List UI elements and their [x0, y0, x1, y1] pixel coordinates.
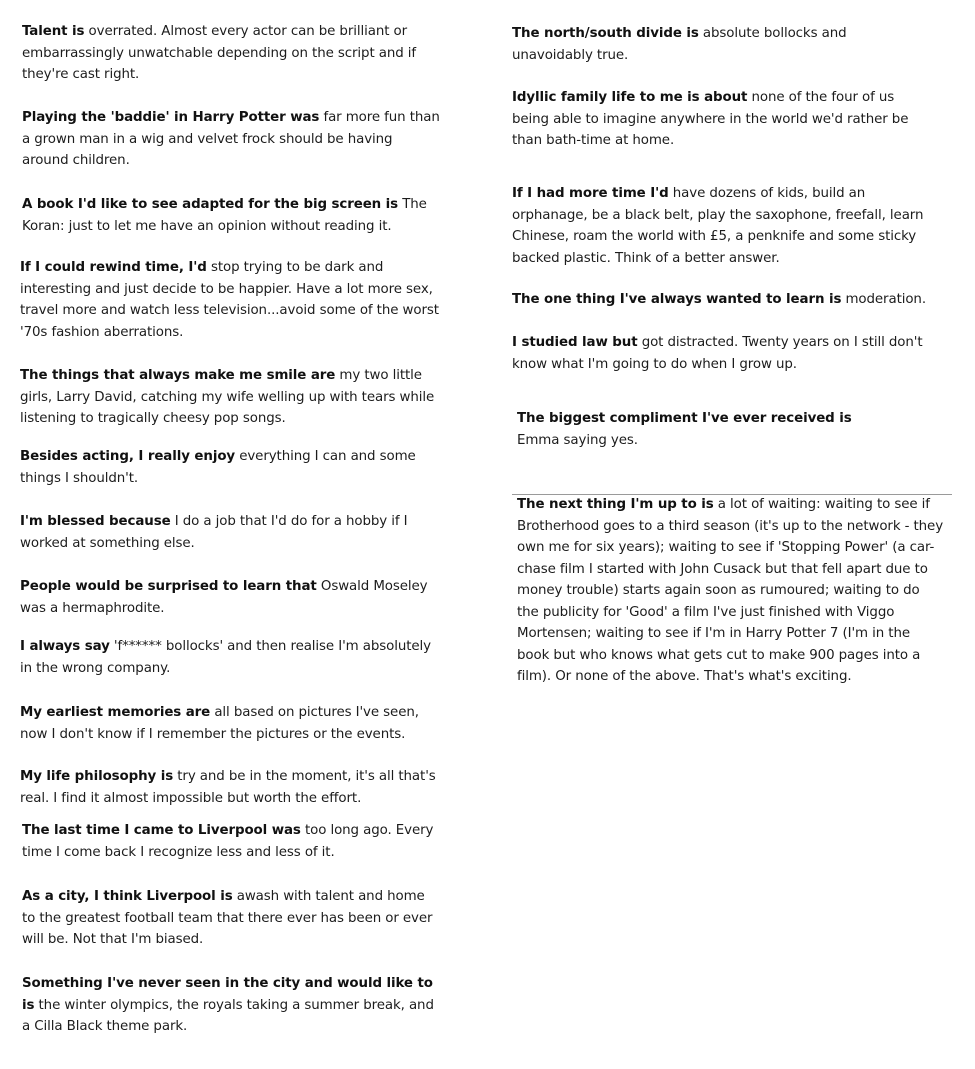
- answer-lead: My earliest memories are: [20, 705, 211, 720]
- answer-text: have dozens of kids, build an orphanage, be a black belt, play the saxophone, freefall, learn Chinese, roam the world with £5, a penknife and some sticky backed plastic. Think of a better answer.: [512, 186, 924, 266]
- answer-text: the winter olympics, the royals taking a summer break, and a Cilla Black theme park.: [22, 997, 434, 1034]
- answer-text: got distracted. Twenty years on I still don't know what I'm going to do when I grow up.: [512, 335, 923, 372]
- answer-lead: Playing the 'baddie' in Harry Potter was: [22, 110, 320, 125]
- answer-text: I do a job that I'd do for a hobby if I worked at something else.: [20, 514, 408, 551]
- answer-lead: As a city, I think Liverpool is: [22, 889, 233, 904]
- answer-philosophy: [20, 766, 440, 809]
- answer-lead: People would be surprised to learn that: [20, 579, 317, 594]
- answer-lead: If I had more time I'd: [512, 186, 669, 201]
- answer-text: try and be in the moment, it's all that's real. I find it almost impossible but worth the effort.: [20, 769, 436, 806]
- answer-city: [22, 886, 442, 951]
- answer-text: everything I can and some things I shouldn't.: [20, 449, 416, 486]
- answer-text: a lot of waiting: waiting to see if Brotherhood goes to a third season (it's up to the network - they own me for six years); waiting to see if 'Stopping Power' (a car-chase film I started with John Cusack but that fell apart due to money trouble) starts again soon as rumoured; waiting to do the publicity for 'Good' a film I've just finished with Viggo Mortensen; waiting to see if I'm in Harry Potter 7 (I'm in the book but who knows what gets cut to make 900 pages into a film). Or none of the above. That's what's exciting.: [517, 497, 944, 684]
- answer-lead: The things that always make me smile are: [20, 368, 336, 383]
- answer-north-south: [512, 23, 926, 66]
- answer-compliment: [517, 408, 877, 451]
- answer-text: Oswald Moseley was a hermaphrodite.: [20, 579, 428, 616]
- answer-enjoy: [20, 446, 440, 489]
- answer-surprised: [20, 576, 440, 619]
- answer-never-seen: [22, 973, 442, 1038]
- answer-baddie: [22, 107, 442, 172]
- answer-text: awash with talent and home to the greatest football team that there ever has been or ever will be. Not that I'm biased.: [22, 889, 433, 947]
- answer-learn: [512, 289, 926, 311]
- answer-lead: The next thing I'm up to is: [517, 497, 714, 512]
- answer-blessed: [20, 511, 440, 554]
- answer-text: far more fun than a grown man in a wig and velvet frock should be having around children.: [22, 110, 440, 168]
- answer-lead: Something I've never seen in the city and would like to is: [22, 976, 433, 1013]
- answer-lead: The last time I came to Liverpool was: [22, 823, 301, 838]
- answer-lead: Besides acting, I really enjoy: [20, 449, 236, 464]
- answer-memories: [20, 702, 440, 745]
- answer-last-time: [22, 820, 442, 863]
- answer-text: The Koran: just to let me have an opinion without reading it.: [22, 197, 427, 234]
- answer-law: [512, 332, 926, 375]
- answer-lead: Talent is: [22, 24, 85, 39]
- answer-lead: Idyllic family life to me is about: [512, 90, 748, 105]
- answer-talent: [22, 21, 442, 86]
- answer-text: none of the four of us being able to imagine anywhere in the world we'd rather be than bath-time at home.: [512, 90, 909, 148]
- answer-text: all based on pictures I've seen, now I don't know if I remember the pictures or the events.: [20, 705, 419, 742]
- answer-text: too long ago. Every time I come back I recognize less and less of it.: [22, 823, 434, 860]
- answer-lead: If I could rewind time, I'd: [20, 260, 207, 275]
- answer-lead: I'm blessed because: [20, 514, 171, 529]
- answer-text: my two little girls, Larry David, catching my wife welling up with tears while listening to tragically cheesy pop songs.: [20, 368, 435, 426]
- answer-more-time: [512, 183, 926, 269]
- answer-lead: The one thing I've always wanted to learn is: [512, 292, 842, 307]
- answer-text: absolute bollocks and unavoidably true.: [512, 26, 847, 63]
- answer-text: Emma saying yes.: [517, 432, 638, 448]
- answer-lead: The biggest compliment I've ever received is: [517, 411, 852, 426]
- answer-lead: I studied law but: [512, 335, 638, 350]
- answer-lead: A book I'd like to see adapted for the big screen is: [22, 197, 399, 212]
- answer-text: moderation.: [841, 292, 926, 307]
- answer-book: [22, 194, 442, 237]
- answer-lead: I always say: [20, 639, 110, 654]
- answer-smile: [20, 365, 440, 430]
- answer-text: overrated. Almost every actor can be brilliant or embarrassingly unwatchable depending on the script and if they're cast right.: [22, 24, 417, 82]
- answer-family-life: [512, 87, 926, 152]
- answer-text: stop trying to be dark and interesting and just decide to be happier. Have a lot more sex, travel more and watch less television...avoid some of the worst '70s fashion aberrations.: [20, 260, 439, 340]
- answer-lead: My life philosophy is: [20, 769, 174, 784]
- answer-rewind: [20, 257, 440, 343]
- answer-always-say: [20, 636, 440, 679]
- answer-lead: The north/south divide is: [512, 26, 699, 41]
- answer-next-thing: [517, 494, 945, 688]
- answer-text: 'f****** bollocks' and then realise I'm absolutely in the wrong company.: [20, 639, 431, 676]
